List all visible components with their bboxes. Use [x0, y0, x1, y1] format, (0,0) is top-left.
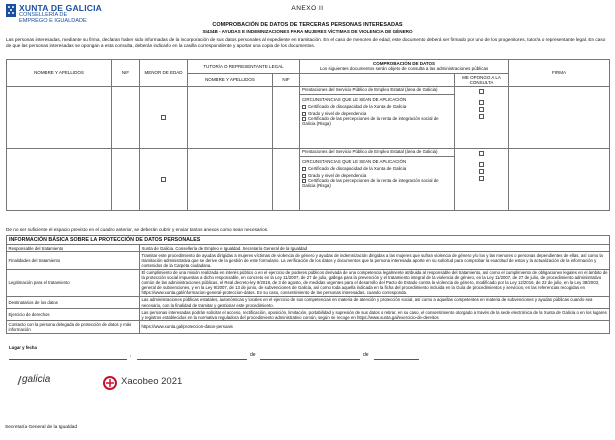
- footer-department: Secretaría General de la Igualdad: [5, 425, 78, 430]
- footer-logos: [0, 372, 615, 392]
- row-text: Xunta de Galicia. Consellería de Empleo e Igualdad. Secretaría General de la Igualdad: [140, 245, 610, 252]
- doc-disability: Certificado de discapacidad de la Xunta de Galicia: [308, 103, 407, 109]
- col-header-tutor-name: NOMBRE Y APELLIDOS: [188, 73, 273, 87]
- tutor-name-cell[interactable]: [188, 149, 273, 211]
- docs-cell: [300, 149, 455, 211]
- de-label: de: [363, 352, 369, 358]
- row-label: Ejercicio de derechos: [7, 309, 140, 321]
- row-label: Destinatarios de los datos: [7, 296, 140, 308]
- doc-risga: Certificado de las percepciones de la renta de integración social de Galicia (Risga): [302, 115, 439, 126]
- annex-label: ANEXO II: [291, 5, 324, 12]
- dependency-checkbox[interactable]: [302, 112, 306, 116]
- row-text: https://www.xunta.gal/proteccion-datos-persoais: [140, 321, 610, 333]
- place-date-label: Lugar y fecha: [9, 345, 37, 350]
- oppose-dependency-checkbox[interactable]: [479, 169, 484, 174]
- disability-checkbox[interactable]: [302, 167, 306, 171]
- logo-subtitle: EMPREGO E IGUALDADE: [19, 18, 87, 24]
- page-header: [6, 3, 609, 23]
- intro-text: Las personas interesadas, mediante su firma, declaran haber sido informadas de la incorporación de sus datos personales al expediente en tramitación. En el caso de menores de edad, este documento deberá ser firmado por uno de los progenitores, tutor/a o representante legal. En caso de que las personas interesadas se opongan a esta consulta, deberán indicarlo en la casilla correspondiente y aportar una copia de los documentos.: [6, 37, 606, 48]
- year-field[interactable]: [374, 351, 419, 360]
- data-protection-table: [6, 235, 610, 334]
- logo-title: XUNTA DE GALICIA: [19, 3, 103, 13]
- oppose-cell: [455, 149, 509, 211]
- name-cell[interactable]: [7, 87, 112, 149]
- col-header-tutor-nif: NIF: [273, 73, 300, 87]
- oppose-risga-checkbox[interactable]: [479, 176, 484, 181]
- oppose-employment-checkbox[interactable]: [479, 89, 484, 94]
- doc-employment: Prestaciones del Servicio Público de Empleo Estatal (área de Galicia): [302, 87, 438, 93]
- de-label: de: [250, 352, 256, 358]
- col-header-name: NOMBRE Y APELLIDOS: [7, 60, 112, 87]
- note-text: De no ser suficiente el espacio previsto en el cuadro anterior, se deberán cubrir y enviar tantos anexos como sean necesarios.: [6, 227, 269, 232]
- row-text: Tramitar este procedimiento de ayudas dirigidas a mujeres víctimas de violencia de género y ayudas de indemnización dirigidas a las mujeres que sufran violencia de género y/o los y las menores o personas dependientes de ellas, así como la tramitación administrativa que se derive de la gestión de este formulario. La verificación de los datos y documentos que la persona interesada aporte en su solicitud para comprobar la exactitud de estos y la actualización de la información y contenidos de la Carpeta ciudadana.: [140, 252, 610, 269]
- minor-checkbox[interactable]: [161, 115, 166, 120]
- row-label: Contacto con la persona delegada de protección de datos y más información: [7, 321, 140, 333]
- col-header-minor: MENOR DE EDAD: [140, 60, 188, 87]
- doc-employment: Prestaciones del Servicio Público de Empleo Estatal (área de Galicia): [302, 149, 438, 155]
- doc-disability: Certificado de discapacidad de la Xunta de Galicia: [308, 165, 407, 171]
- row-text: Las administraciones públicas estatales, autonómicas y locales en el ejercicio de sus competencias en materia de atención y protección social, así como a aquellas competentes en materia de subvenciones y ayudas públicas cuando sea necesario, con la finalidad de tramitar y gestionar este procedimiento.: [140, 296, 610, 308]
- oppose-disability-checkbox[interactable]: [479, 100, 484, 105]
- minor-cell: [140, 87, 188, 149]
- table-row: [7, 245, 610, 252]
- signature-cell[interactable]: [509, 149, 610, 211]
- doc-circumstances-heading: CIRCUNSTANCIAS QUE LE SEAN DE APLICACIÓN: [302, 96, 407, 102]
- divider: [300, 94, 454, 95]
- docs-cell: [300, 87, 455, 149]
- row-text: Las personas interesadas podrán solicitar el acceso, rectificación, oposición, limitación, portabilidad y supresión de sus datos o retirar, en su caso, el consentimiento otorgado a través de la sede electrónica de la Xunta de Galicia o en los lugares y registros establecidos en la normativa reguladora del procedimiento administrativo común, según se recoge en https://www.xunta.gal/exercicio-de-dereitos: [140, 309, 610, 321]
- doc-circumstances-heading: CIRCUNSTANCIAS QUE LE SEAN DE APLICACIÓN: [302, 158, 407, 164]
- form-title: COMPROBACIÓN DE DATOS DE TERCERAS PERSONAS INTERESADAS: [212, 22, 403, 28]
- table-row: [7, 321, 610, 333]
- oppose-employment-checkbox[interactable]: [479, 151, 484, 156]
- check-title: COMPROBACIÓN DE DATOS: [372, 61, 436, 66]
- minor-checkbox[interactable]: [161, 177, 166, 182]
- oppose-risga-checkbox[interactable]: [479, 114, 484, 119]
- doc-dependency: Grado y nivel de dependencia: [308, 110, 367, 116]
- col-header-tutor: TUTOR/A O REPRESENTANTE LEGAL: [188, 60, 300, 74]
- doc-dependency: Grado y nivel de dependencia: [308, 172, 367, 178]
- oppose-disability-checkbox[interactable]: [479, 162, 484, 167]
- consent-table: [6, 59, 610, 211]
- galicia-logo: galicia: [22, 374, 51, 385]
- nif-cell[interactable]: [112, 87, 140, 149]
- col-header-oppose: ME OPONGO A LA CONSULTA: [455, 73, 509, 87]
- row-label: Finalidades del tratamiento: [7, 252, 140, 269]
- disability-checkbox[interactable]: [302, 105, 306, 109]
- table-row: [7, 269, 610, 296]
- row-label: Legitimación para el tratamiento: [7, 269, 140, 296]
- signature-cell[interactable]: [509, 87, 610, 149]
- oppose-dependency-checkbox[interactable]: [479, 107, 484, 112]
- table-row: [7, 309, 610, 321]
- table-row: [7, 149, 610, 211]
- tutor-nif-cell[interactable]: [273, 149, 300, 211]
- protection-heading: INFORMACIÓN BÁSICA SOBRE LA PROTECCIÓN DE DATOS PERSONALES: [7, 236, 610, 245]
- dependency-checkbox[interactable]: [302, 174, 306, 178]
- doc-risga: Certificado de las percepciones de la renta de integración social de Galicia (Risga): [302, 177, 439, 188]
- minor-cell: [140, 149, 188, 211]
- divider: [300, 156, 454, 157]
- check-subtitle: Los siguientes documentos serán objeto de consulta a las administraciones públicas: [319, 66, 489, 72]
- col-header-check: [300, 60, 509, 74]
- comma-separator: ,: [130, 352, 132, 358]
- table-row: [7, 252, 610, 269]
- col-header-sign: FIRMA: [509, 60, 610, 87]
- place-field[interactable]: [9, 351, 127, 360]
- nif-cell[interactable]: [112, 149, 140, 211]
- table-row: [7, 87, 610, 149]
- xacobeo-emblem-icon: [103, 376, 117, 390]
- col-header-nif: NIF: [112, 60, 140, 87]
- tutor-nif-cell[interactable]: [273, 87, 300, 149]
- oppose-cell: [455, 87, 509, 149]
- row-label: Responsable del tratamiento: [7, 245, 140, 252]
- row-text: El cumplimiento de una misión realizada en interés público o en el ejercicio de poderes públicos derivada de una competencia legalmente atribuida al responsable del tratamiento, así como el cumplimiento de obligaciones legales en el ámbito de la protección social impuestas a dicho responsable, en concreto en la Ley 11/2007, de 27 de julio, gallega para la prevención y el tratamiento integral de la violencia de género, en la Ley 11/2007, de 27 de julio, de procedimiento administrativo común de las administraciones públicas, el Real decreto-ley 9/2018, de 3 de agosto, de medidas urgentes para el desarrollo del Pacto de Estado contra la violencia de género, modificado por la Ley 12/2016, de 22 de julio, en la Ley 38/2003, general de subvenciones, y en la Ley 9/2007, de 13 de junio, de subvenciones de Galicia, así como toda aquella indicada en la ficha del procedimiento incluida en la Guía de procedimientos y servicios, en las referencias recogidas en https://www.xunta.gal/informacion-general-proteccion-datos. En su caso, consentimiento de las personas interesadas, cuando corresponda.: [141, 270, 608, 296]
- month-field[interactable]: [260, 351, 360, 360]
- name-cell[interactable]: [7, 149, 112, 211]
- day-field[interactable]: [137, 351, 247, 360]
- logo-subtitle: CONSELLERÍA DE: [19, 12, 68, 18]
- tutor-name-cell[interactable]: [188, 87, 273, 149]
- xacobeo-logo: Xacobeo 2021: [121, 376, 183, 387]
- form-subtitle: SI434B - AYUDAS E INDEMNIZACIONES PARA MUJERES VÍCTIMAS DE VIOLENCIA DE GÉNERO: [202, 29, 413, 34]
- table-row: [7, 296, 610, 308]
